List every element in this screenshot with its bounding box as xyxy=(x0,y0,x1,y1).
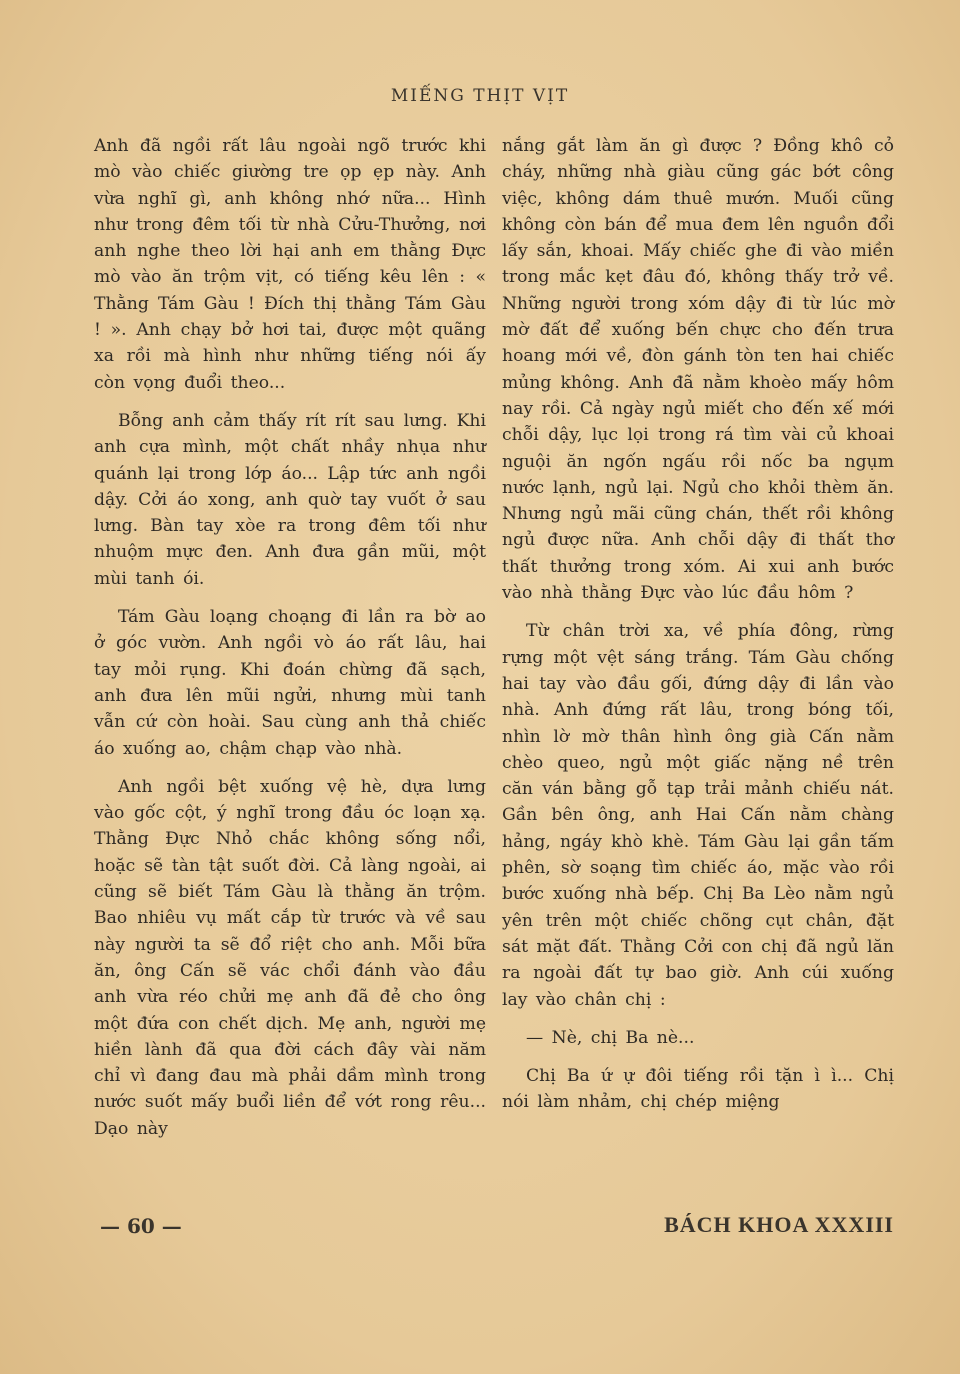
paragraph: Tám Gàu loạng choạng đi lần ra bờ ao ở góc vườn. Anh ngồi vò áo rất lâu, hai tay mỏi rụng. Khi đoán chừng đã sạch, anh đưa lên mũi ngửi, nhưng mùi tanh vẫn cứ còn hoài. Sau cùng anh thả chiếc áo xuống ao, chậm chạp vào nhà. xyxy=(94,607,486,759)
journal-name: BÁCH KHOA XXXIII xyxy=(664,1212,894,1237)
paragraph: Chị Ba ứ ự đôi tiếng rồi tặn ì ì... Chị nói làm nhảm, chị chép miệng xyxy=(502,1066,894,1113)
left-column xyxy=(94,133,486,1154)
running-title: MIẾNG THỊT VỊT xyxy=(390,86,570,106)
paragraph: Từ chân trời xa, về phía đông, rừng rựng một vệt sáng trắng. Tám Gàu chống hai tay vào đầu gối, đứng dậy đi lần vào nhà. Anh đứng rất lâu, trong bóng tối, nhìn lờ mờ thân hình ông già Cấn nằm chèo queo, ngủ một giấc nặng nề trên căn ván bằng gỗ tạp trải mảnh chiếu nát. Gần bên ông, anh Hai Cấn nằm chàng hảng, ngáy khò khè. Tám Gàu lại gần tấm phên, sờ soạng tìm chiếc áo, mặc vào rồi bước xuống nhà bếp. Chị Ba Lèo nằm ngủ yên trên một chiếc chõng cụt chân, đặt sát mặt đất. Thằng Cởi con chị đã ngủ lăn ra ngoài đất tự bao giờ. Anh cúi xuống lay vào chân chị : xyxy=(502,621,894,1010)
paragraph: nắng gắt làm ăn gì được ? Đồng khô cỏ cháy, những nhà giàu cũng gác bớt công việc, không dám thuê mướn. Muối cũng không còn bán để mua đem lên nguồn đổi lấy sắn, khoai. Mấy chiếc ghe đi vào miền trong mắc kẹt đâu đó, không thấy trở về. Những người trong xóm dậy đi từ lúc mờ mờ đất để xuống bến chực cho đến trưa hoang mới về, đòn gánh tòn ten hai chiếc mủng không. Anh đã nằm khoèo mấy hôm nay rồi. Cả ngày ngủ miết cho đến xế mới chỗi dậy, lục lọi trong rá tìm vài củ khoai nguội ăn ngốn ngấu rồi nốc ba ngụm nước lạnh, ngủ lại. Ngủ cho khỏi thèm ăn. Nhưng ngủ mãi cũng chán, thết rồi không ngủ được nữa. Anh chỗi dậy đi thất thơ thất thưởng trong xóm. Ai xui anh bước vào nhà thằng Đực vào lúc đầu hôm ? xyxy=(502,136,894,604)
dialogue-line: — Nè, chị Ba nè... xyxy=(526,1027,695,1048)
page-number: — 60 — xyxy=(100,1214,182,1238)
paragraph: Bỗng anh cảm thấy rít rít sau lưng. Khi anh cựa mình, một chất nhầy nhụa như quánh lại trong lớp áo... Lập tức anh ngồi dậy. Cởi áo xong, anh quờ tay vuốt ở sau lưng. Bàn tay xòe ra trong đêm tối như nhuộm mực đen. Anh đưa gần mũi, một mùi tanh ói. xyxy=(94,410,486,589)
paragraph: Anh ngồi bệt xuống vệ hè, dựa lưng vào gốc cột, ý nghĩ trong đầu óc loạn xạ. Thằng Đực Nhỏ chắc không sống nổi, hoặc sẽ tàn tật suốt đời. Cả làng ngoài, ai cũng sẽ biết Tám Gàu là thằng ăn trộm. Bao nhiêu vụ mất cắp từ trước và về sau này người ta sẽ đổ riệt cho anh. Mỗi bữa ăn, ông Cấn sẽ vác chổi đánh vào đầu anh vừa réo chửi mẹ anh đã đẻ cho ông một đứa con chết dịch. Mẹ anh, người mẹ hiền lành đã qua đời cách đây vài năm chỉ vì đang đau mà phải dầm mình trong nước suốt mấy buổi liền để vớt rong rêu... Dạo này xyxy=(94,776,486,1139)
right-column xyxy=(502,133,894,1128)
paragraph: Anh đã ngồi rất lâu ngoài ngõ trước khi mò vào chiếc giường tre ọp ẹp này. Anh vừa nghĩ gì, anh không nhớ nữa... Hình như trong đêm tối từ nhà Cửu-Thưởng, nơi anh nghe theo lời hại anh em thằng Đực mò vào ăn trộm vịt, có tiếng kêu lên : « Thằng Tám Gàu ! Đích thị thằng Tám Gàu ! ». Anh chạy bở hơi tai, được một quãng xa rồi mà hình như những tiếng nói ấy còn vọng đuổi theo... xyxy=(94,136,486,393)
